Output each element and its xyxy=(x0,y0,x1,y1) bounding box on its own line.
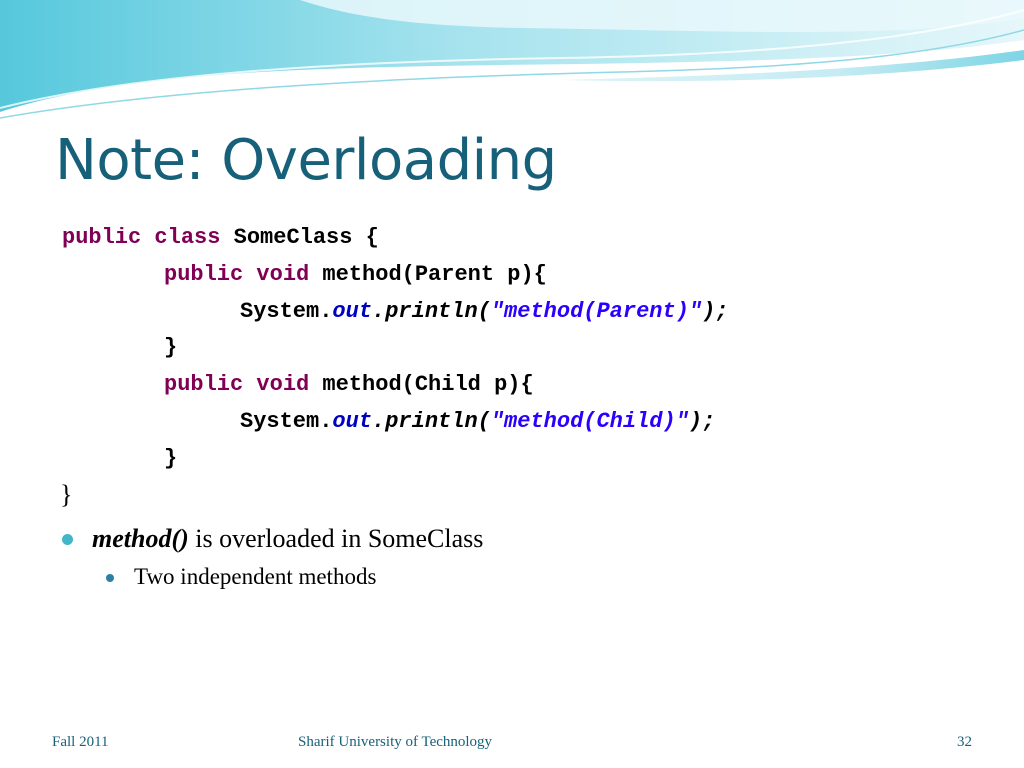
code-line-close-child xyxy=(62,441,729,478)
bullet-text xyxy=(92,524,483,554)
bullet-dot-icon xyxy=(106,574,114,582)
code-text: method(Parent p){ xyxy=(309,261,547,287)
bullet-label: is overloaded in SomeClass xyxy=(188,524,484,553)
code-line-method-parent xyxy=(62,257,729,294)
code-text: SomeClass { xyxy=(220,225,379,250)
code-block xyxy=(62,220,729,478)
code-string: "method(Child)" xyxy=(490,408,689,434)
code-line-method-child xyxy=(62,367,729,404)
code-text: } xyxy=(164,335,178,361)
bullet-emphasis: method() xyxy=(92,524,189,553)
page-number: 32 xyxy=(957,734,972,750)
slide-title: Note: Overloading xyxy=(55,128,557,193)
code-text: System. xyxy=(240,298,333,324)
footer-date: Fall 2011 xyxy=(52,734,109,750)
header-wave-decoration xyxy=(0,0,1024,130)
code-keyword: public class xyxy=(62,225,221,250)
code-method: .println( xyxy=(372,298,491,324)
footer-institution: Sharif University of Technology xyxy=(298,734,493,750)
code-line-println-child xyxy=(62,404,729,441)
code-text: ); xyxy=(702,298,729,324)
bullet-dot-icon xyxy=(62,534,73,545)
code-method: .println( xyxy=(372,408,491,434)
code-text: ); xyxy=(688,408,716,434)
code-field: out xyxy=(332,298,373,324)
code-line-close-parent xyxy=(62,330,729,367)
code-line-println-parent xyxy=(62,294,729,331)
sub-bullet-text: Two independent methods xyxy=(134,564,377,589)
code-field: out xyxy=(332,408,373,434)
code-keyword: public void xyxy=(164,261,310,287)
code-text: method(Child p){ xyxy=(309,372,534,398)
code-text: System. xyxy=(240,408,333,434)
code-closing-brace: } xyxy=(60,480,73,509)
code-line-class-decl xyxy=(62,220,729,257)
code-string: "method(Parent)" xyxy=(490,298,703,324)
code-keyword: public void xyxy=(164,372,310,398)
code-text: } xyxy=(164,445,178,471)
